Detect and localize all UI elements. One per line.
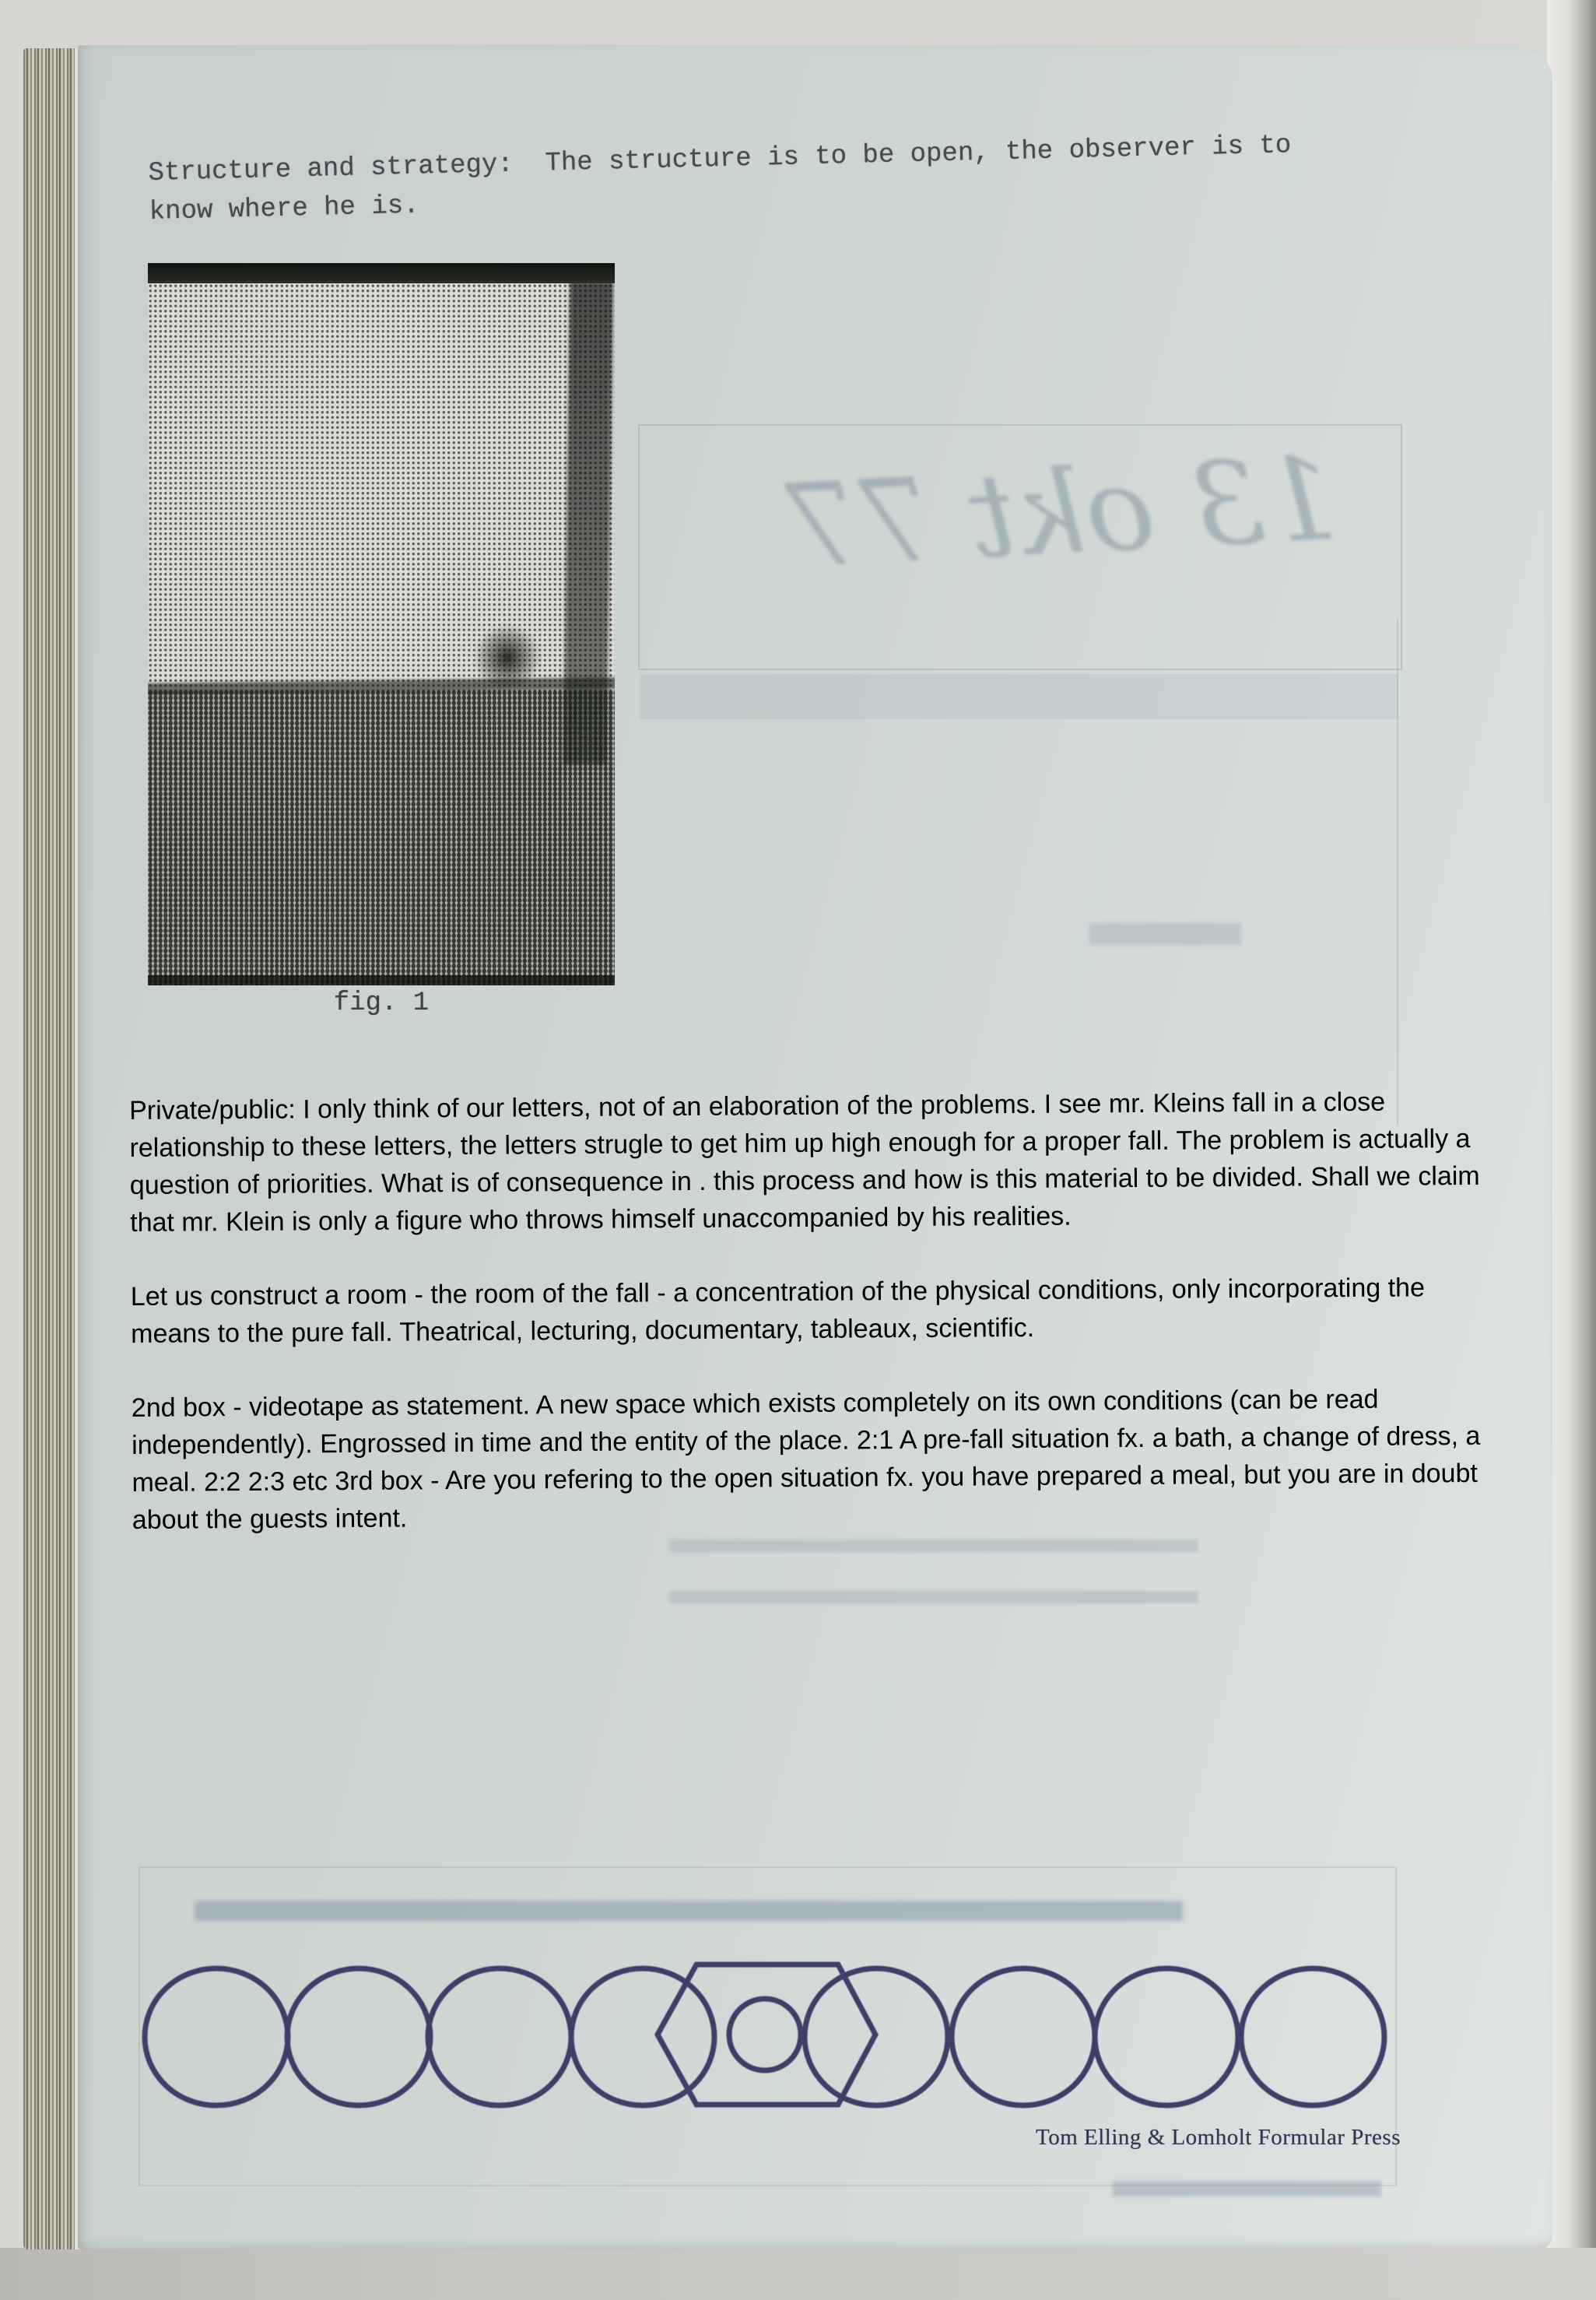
ghost-box-top-right [638,424,1402,670]
press-logo [140,1961,1401,2114]
figure-halftone-photo [148,263,615,985]
press-credit: Tom Elling & Lomholt Formular Press [1036,2125,1401,2150]
ghost-paragraph-bleed [669,1540,1198,1642]
logo-circle-7 [1095,1968,1238,2105]
table-background-bottom [0,2248,1596,2300]
halftone-dark-blob [472,626,543,690]
ghost-band [640,674,1398,719]
ghost-mirrored-line-blur [195,1901,1183,1921]
table-background-right [1547,0,1596,2300]
halftone-right-corner-band [563,282,614,765]
logo-circle-3 [428,1968,571,2105]
ghost-press-bleed [1113,2181,1381,2196]
book-page-edge-stack [23,48,79,2249]
body-text [129,1083,1502,1539]
paragraph-second-and-third-box: 2nd box - videotape as statement. A new space which exists completely on its own conditions (can be read independently). Engrossed in time and the entity of the place. 2:1 A pre-fall situation fx. a bath, a change of dress, a meal. 2:2 2:3 etc 3rd box - Are you refering to the open situation fx. you have prepared a meal, but you are in doubt about the guests intent. [131,1384,1481,1535]
logo-small-circle [729,1999,801,2070]
document-page [78,45,1552,2249]
ghost-date-note-mirrored: 13 okt 77 [783,431,1342,595]
paragraph-construct-room: Let us construct a room - the room of the fall - a concentration of the physical conditions, only incorporating the means to the pure fall. Theatrical, lecturing, documentary, tableaux, scientific. [130,1273,1426,1349]
figure-caption: fig. 1 [333,988,430,1018]
ghost-small-text-blur [1089,923,1241,945]
logo-circle-4 [571,1968,714,2105]
header-text: Structure and strategy: The structure is to be open, the observer is to know where he is. [148,131,1292,227]
paragraph-private-public: Private/public: I only think of our letters, not of an elaboration of the problems. I see mr. Kleins fall in a close relationship to these letters, the letters strugle to get him up high enough for a proper fall. The problem is actually a question of priorities. What is of consequence in . this process and how is this material to be divided. Shall we claim that mr. Klein is only a figure who throws himself unaccompanied by his realities. [129,1087,1480,1238]
logo-circle-1 [145,1968,288,2105]
ghost-vertical-rule [1397,619,1398,1125]
logo-circle-8 [1241,1968,1384,2105]
halftone-bottom-bar [148,975,615,985]
halftone-floor-dots [148,690,615,985]
halftone-top-bar [148,263,615,283]
logo-circle-6 [952,1968,1095,2105]
logo-circle-2 [287,1968,430,2105]
